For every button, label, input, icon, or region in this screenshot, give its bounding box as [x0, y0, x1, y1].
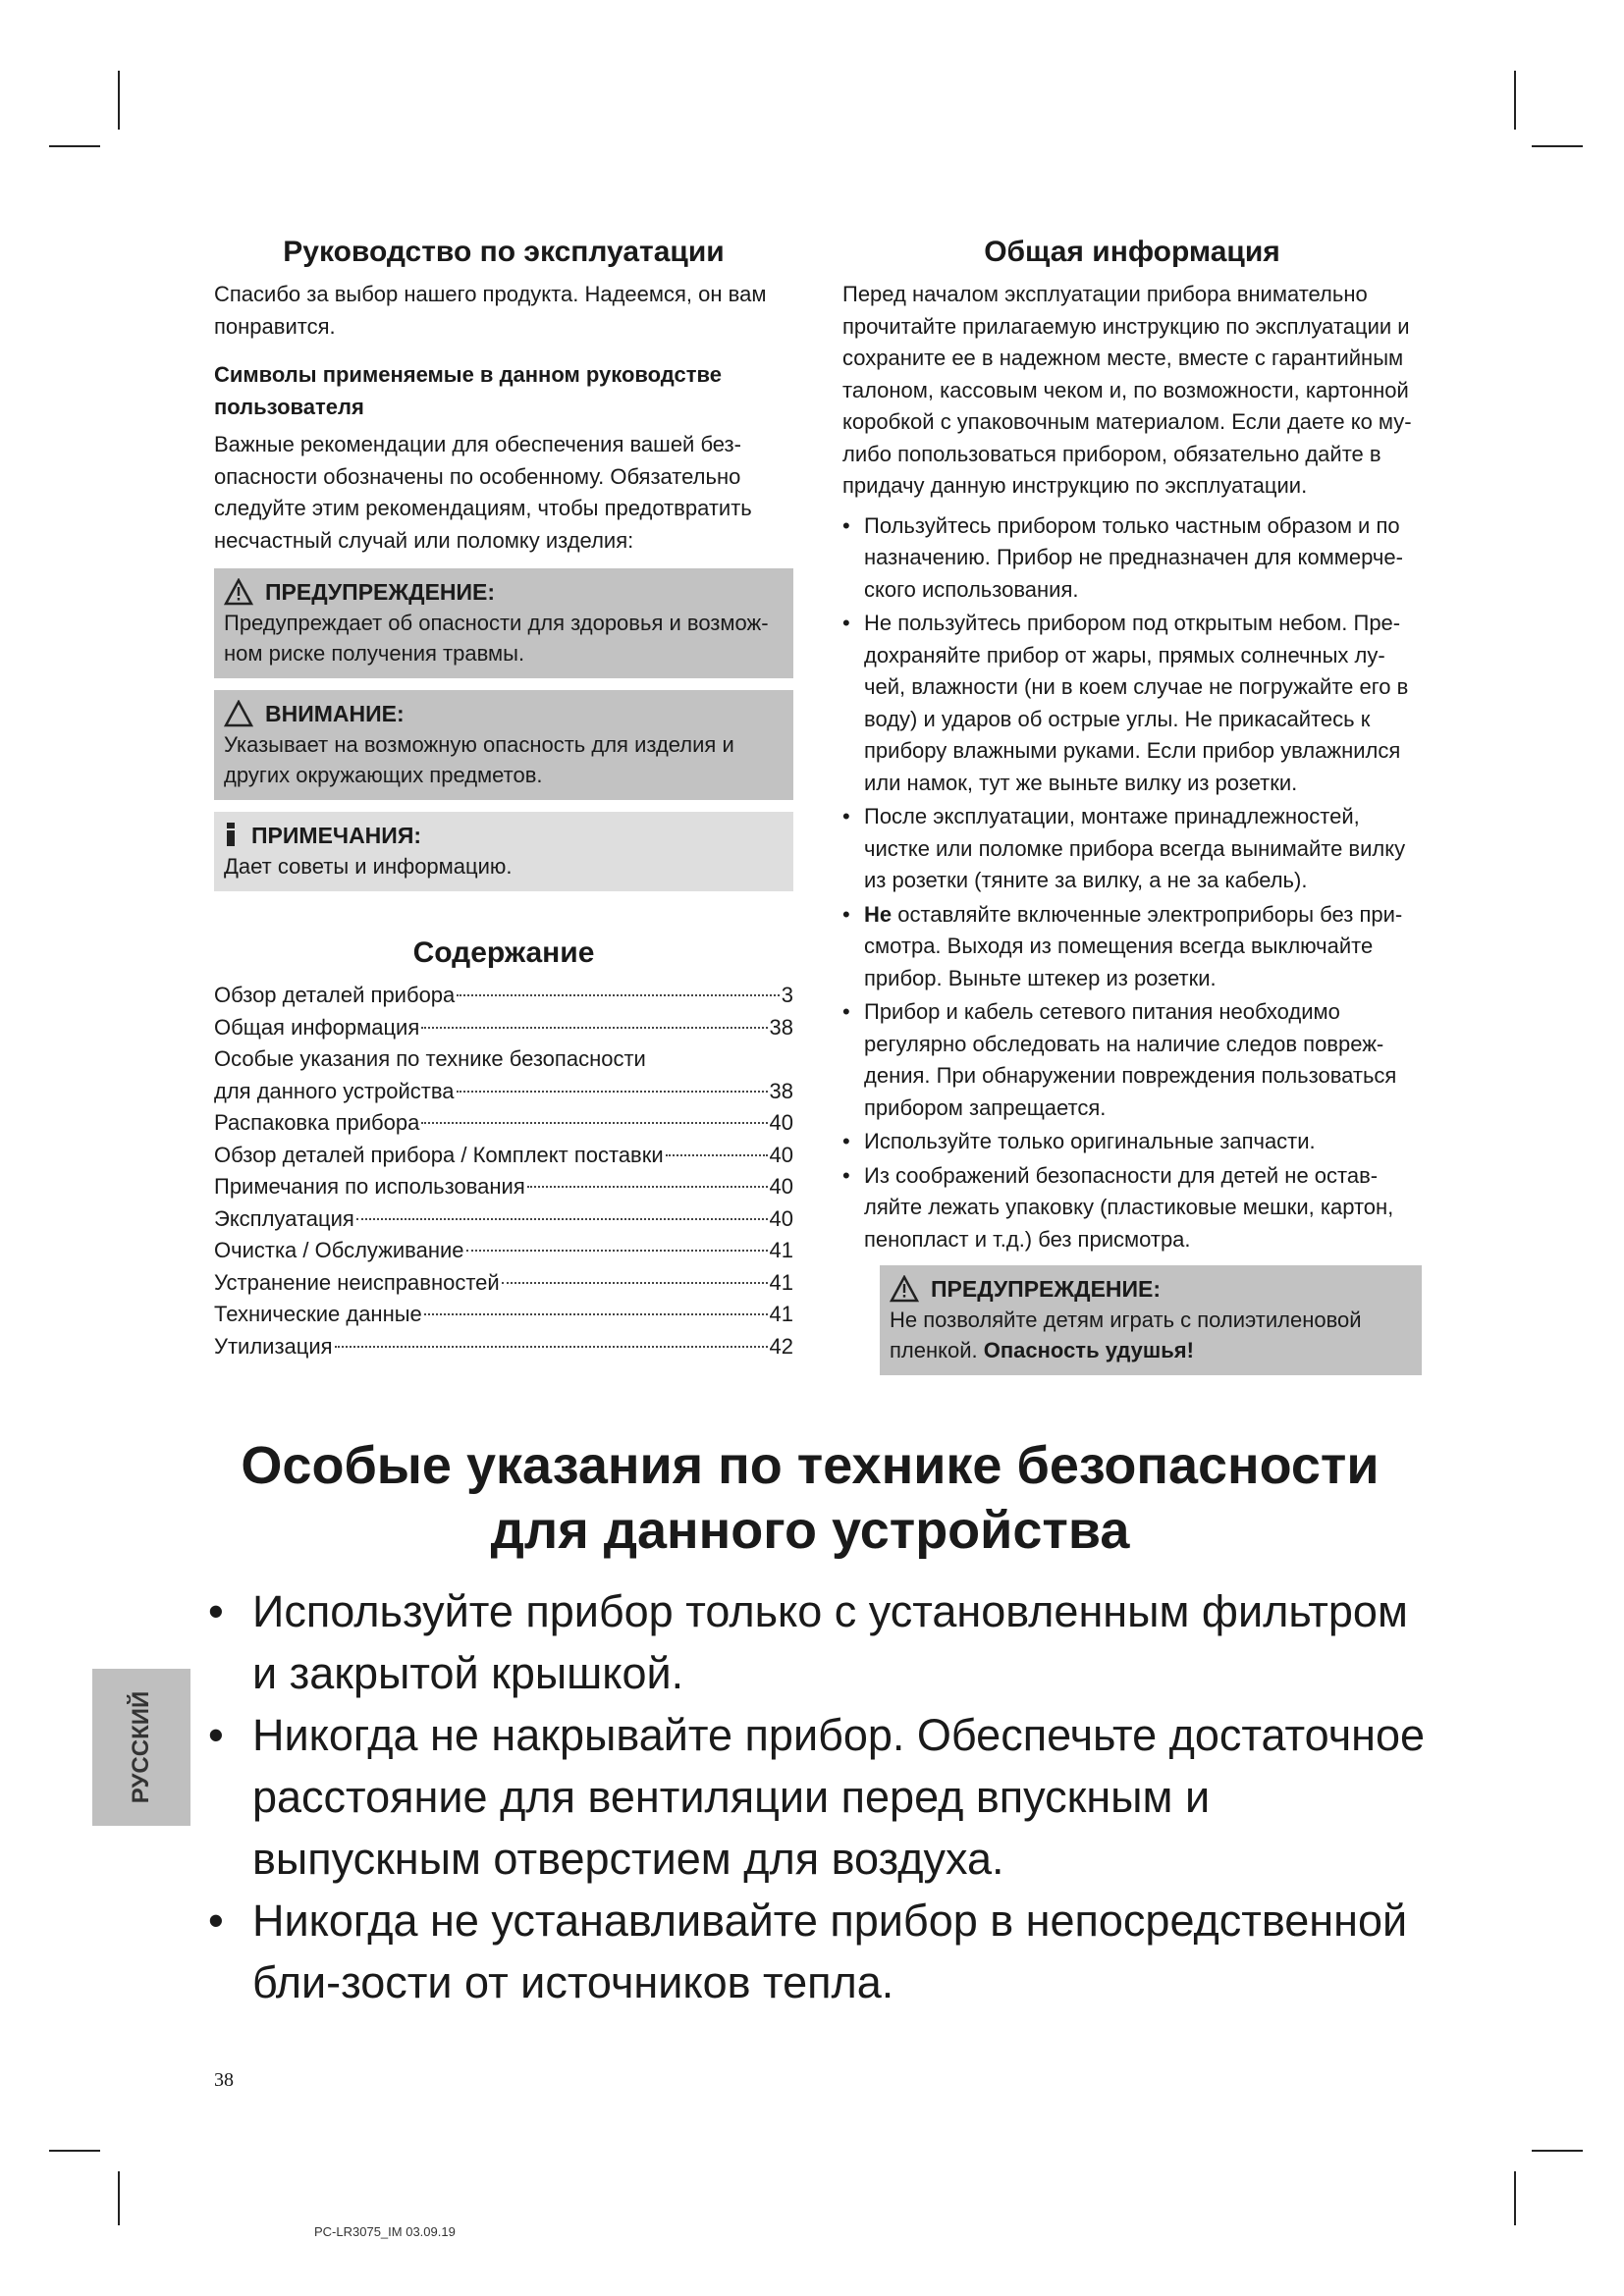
warning-label: ПРЕДУПРЕЖДЕНИЕ:: [931, 1276, 1162, 1302]
crop-mark: [1514, 2171, 1516, 2225]
warning-triangle-icon: [890, 1275, 919, 1303]
crop-mark: [118, 71, 120, 130]
general-info-text: Перед началом эксплуатации прибора внимательно прочитайте прилагаемую инструкцию по эксплуатации и сохраните ее в надежном месте, вместе с гарантийным талоном, кассовым чеком и, по возможности, картонной коробкой с упаковочным материалом. Если даете ко му-либо попользоваться прибором, обязательно дайте в придачу данную инструкцию по эксплуатации.: [842, 282, 1412, 498]
caution-label: ВНИМАНИЕ:: [265, 701, 405, 726]
list-item: • Используйте прибор только с установленным фильтром и закрытой крышкой.: [208, 1586, 1408, 1698]
right-column: [842, 236, 1422, 1375]
left-column: [214, 236, 793, 1362]
list-item: • Не оставляйте включенные электроприборы без при-смотра. Выходя из помещения всегда выключайте прибор. Выньте штекер из розетки.: [842, 901, 1403, 990]
print-footer: PC-LR3075_IM 03.09.19: [314, 2224, 456, 2239]
caution-box: [214, 690, 793, 800]
toc-row[interactable]: для данного устройства 38: [214, 1078, 793, 1103]
general-info-list: [842, 510, 1422, 1256]
list-item: • Не пользуйтесь прибором под открытым небом. Пре-дохраняйте прибор от жары, прямых солнечных лу-чей, влажности (ни в коем случае не погружайте его в воду) и ударов об острые углы. Не прикасайтесь к прибору влажными руками. Если прибор увлажнился или намок, тут же выньте вилку из розетки.: [842, 611, 1409, 795]
manual-title: Руководство по эксплуатации: [283, 236, 725, 268]
toc-row[interactable]: Общая информация 38: [214, 1014, 793, 1040]
crop-mark: [49, 145, 100, 147]
toc-row[interactable]: Устранение неисправностей 41: [214, 1269, 793, 1295]
crop-mark: [1532, 2150, 1583, 2152]
crop-mark: [1514, 71, 1516, 130]
warning-text: Не позволяйте детям играть с полиэтиленовой пленкой. Опасность удушья!: [890, 1308, 1362, 1362]
intro-text: Спасибо за выбор нашего продукта. Надеемся, он вам понравится.: [214, 282, 767, 339]
note-label: ПРИМЕЧАНИЯ:: [251, 823, 422, 848]
toc-row[interactable]: Эксплуатация 40: [214, 1205, 793, 1231]
warning-box: [214, 568, 793, 678]
crop-mark: [49, 2150, 100, 2152]
toc-row[interactable]: Обзор деталей прибора 3: [214, 983, 793, 1007]
table-of-contents: [214, 980, 793, 1362]
toc-row[interactable]: Утилизация 42: [214, 1333, 793, 1359]
caution-triangle-icon: [224, 700, 253, 727]
toc-row[interactable]: Особые указания по технике безопасности: [214, 1046, 646, 1071]
warning-text: Предупреждает об опасности для здоровья и возмож-ном риске получения травмы.: [224, 611, 769, 666]
caution-text: Указывает на возможную опасность для изделия и других окружающих предметов.: [224, 732, 734, 787]
note-text: Дает советы и информацию.: [224, 854, 513, 879]
toc-row[interactable]: Примечания по использования 40: [214, 1174, 793, 1199]
general-info-title: Общая информация: [984, 236, 1280, 268]
symbols-text: Важные рекомендации для обеспечения вашей без-опасности обозначены по особенному. Обязательно следуйте этим рекомендациям, чтобы предотвратить несчастный случай или поломку изделия:: [214, 432, 752, 553]
language-tab: РУССКИЙ: [92, 1669, 190, 1826]
list-item: • Никогда не накрывайте прибор. Обеспечьте достаточное расстояние для вентиляции перед впускным и выпускным отверстием для воздуха.: [208, 1710, 1426, 1884]
warning-triangle-icon: [224, 578, 253, 606]
toc-row[interactable]: Технические данные 41: [214, 1302, 793, 1326]
toc-row[interactable]: Обзор деталей прибора / Комплект поставки 40: [214, 1142, 793, 1167]
list-item: • Пользуйтесь прибором только частным образом и по назначению. Прибор не предназначен для коммерче-ского использования.: [842, 512, 1403, 602]
toc-row[interactable]: Очистка / Обслуживание 41: [214, 1238, 793, 1262]
safety-list: [208, 1580, 1426, 2013]
symbols-heading: Символы применяемые в данном руководстве пользователя: [214, 362, 722, 419]
list-item: • Из соображений безопасности для детей не остав-ляйте лежать упаковку (пластиковые мешки, картон, пенопласт и т.д.) без присмотра.: [842, 1162, 1394, 1252]
list-item: • Прибор и кабель сетевого питания необходимо регулярно обследовать на наличие следов повреж-дения. При обнаружении повреждения пользоваться прибором запрещается.: [842, 999, 1397, 1120]
list-item: • Никогда не устанавливайте прибор в непосредственной бли-зости от источников тепла.: [208, 1896, 1408, 2007]
list-item: • После эксплуатации, монтаже принадлежностей, чистке или поломке прибора всегда вынимайте вилку из розетки (тяните за вилку, а не за кабель).: [842, 804, 1406, 892]
note-box: [214, 812, 793, 891]
page-number: 38: [214, 2069, 234, 2091]
info-icon: [224, 822, 240, 849]
warning-label: ПРЕДУПРЕЖДЕНИЕ:: [265, 579, 496, 605]
list-item: • Используйте только оригинальные запчасти.: [842, 1129, 1316, 1153]
suffocation-warning-box: [880, 1265, 1422, 1375]
safety-title: Особые указания по технике безопасности для данного устройства: [241, 1436, 1380, 1560]
crop-mark: [118, 2171, 120, 2225]
toc-row[interactable]: Распаковка прибора 40: [214, 1110, 793, 1135]
toc-title: Содержание: [412, 936, 595, 969]
crop-mark: [1532, 145, 1583, 147]
